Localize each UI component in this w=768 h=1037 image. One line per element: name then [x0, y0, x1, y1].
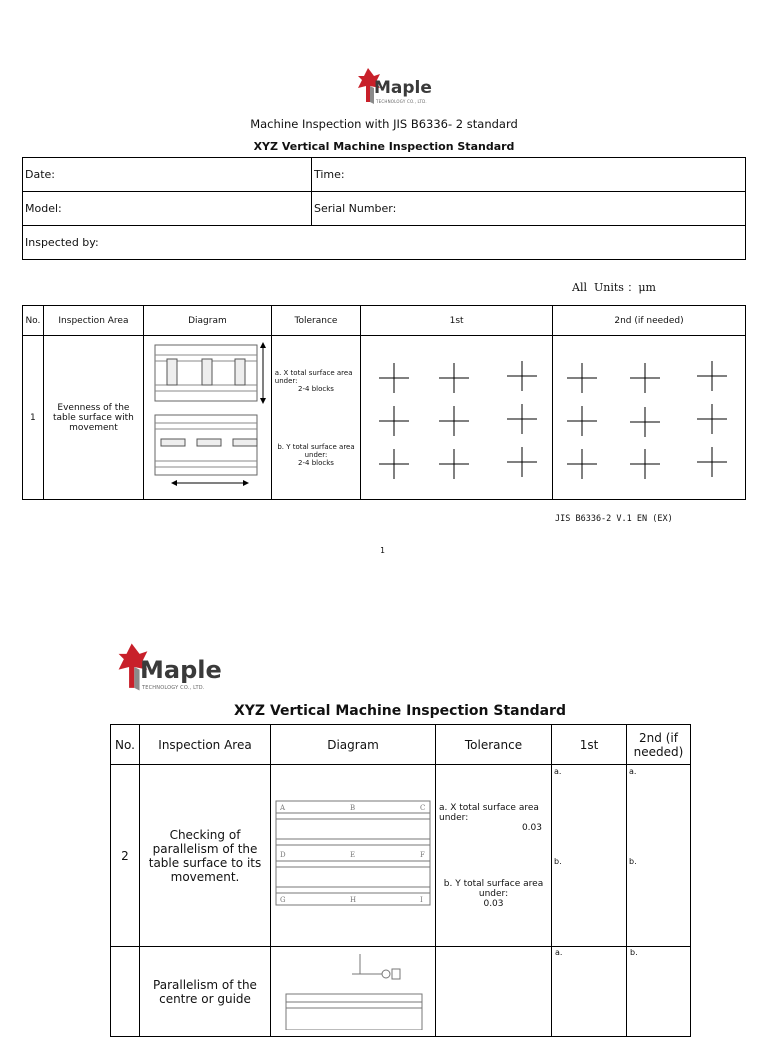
row-no: 1: [23, 336, 44, 500]
first-b-label: b.: [554, 857, 562, 866]
tolerance-b: b. Y total surface area under:: [277, 442, 355, 459]
header-first: 1st: [552, 725, 627, 765]
first-measurement-cell[interactable]: [552, 765, 627, 947]
tolerance-a-value: 2-4 blocks: [298, 384, 334, 393]
second-measurement-cell[interactable]: [553, 336, 746, 500]
header-diagram: Diagram: [271, 725, 436, 765]
header-second: 2nd (if needed): [553, 306, 746, 336]
row-no: [111, 947, 140, 1037]
second-measurement-cell[interactable]: [627, 765, 691, 947]
tolerance-b-value: 2-4 blocks: [298, 458, 334, 467]
tolerance-a: a. X total surface area under:: [439, 802, 539, 823]
info-table: [22, 157, 746, 260]
table-evenness-diagram: [147, 341, 267, 491]
first-measurement-cell[interactable]: [552, 947, 627, 1037]
serial-number-field[interactable]: Serial Number:: [312, 192, 746, 226]
row-area: Parallelism of the centre or guide: [140, 947, 271, 1037]
row-no: 2: [111, 765, 140, 947]
tolerance-cell: [436, 765, 552, 947]
header-tolerance: Tolerance: [436, 725, 552, 765]
second-measurement-cell[interactable]: [627, 947, 691, 1037]
diagram-label-d: D: [280, 851, 286, 859]
diagram-cell: [271, 947, 436, 1037]
diagram-cell: [144, 336, 272, 500]
diagram-label-e: E: [350, 851, 356, 859]
header-no: No.: [111, 725, 140, 765]
diagram-label-b: B: [350, 804, 356, 812]
logo-name: Maple: [374, 78, 432, 98]
diagram-label-a: A: [280, 804, 286, 812]
model-field[interactable]: Model:: [23, 192, 312, 226]
first-cross-grid: [364, 346, 549, 486]
inspection-table-page2: [110, 724, 691, 1037]
first-measurement-cell[interactable]: [361, 336, 553, 500]
diagram-cell: [271, 765, 436, 947]
first-a-label: a.: [554, 767, 562, 776]
header-tolerance: Tolerance: [271, 306, 360, 336]
logo-subtitle: TECHNOLOGY CO., LTD.: [376, 99, 427, 104]
second-cross-grid: [554, 346, 744, 486]
logo-subtitle: TECHNOLOGY CO., LTD.: [142, 685, 205, 691]
page1-subtitle: XYZ Vertical Machine Inspection Standard: [253, 140, 515, 153]
first-a-label: a.: [555, 948, 563, 957]
tolerance-cell: [271, 336, 360, 500]
page2-subtitle: XYZ Vertical Machine Inspection Standard: [234, 703, 566, 719]
page1-title: Machine Inspection with JIS B6336- 2 standard: [250, 117, 518, 131]
centre-guide-diagram: [274, 950, 432, 1030]
page-number: 1: [380, 546, 385, 555]
second-a-label: b.: [630, 948, 638, 957]
tolerance-b-value: 0.03: [483, 898, 504, 909]
tolerance-a: a. X total surface area under:: [274, 368, 353, 385]
header-second: 2nd (if needed): [627, 725, 691, 765]
second-b-label: b.: [629, 857, 637, 866]
header-area: Inspection Area: [140, 725, 271, 765]
document-code: JIS B6336-2 V.1 EN (EX): [555, 514, 673, 524]
row-area: Evenness of the table surface with movement: [43, 336, 143, 500]
diagram-label-c: C: [420, 804, 426, 812]
page2-logo: [116, 640, 226, 696]
diagram-label-h: H: [350, 896, 357, 904]
diagram-label-f: F: [420, 851, 425, 859]
header-diagram: Diagram: [144, 306, 272, 336]
row-area: Checking of parallelism of the table surface to its movement.: [140, 765, 271, 947]
second-a-label: a.: [629, 767, 637, 776]
diagram-label-i: I: [420, 896, 423, 904]
inspected-by-field[interactable]: Inspected by:: [23, 226, 746, 260]
diagram-label-g: G: [280, 896, 286, 904]
time-field[interactable]: Time:: [312, 158, 746, 192]
header-first: 1st: [361, 306, 553, 336]
logo-name: Maple: [140, 656, 222, 684]
header-no: No.: [23, 306, 44, 336]
page1-logo: [356, 66, 436, 108]
units-note: All Units ：μm: [572, 281, 656, 294]
inspection-table-page1: [22, 305, 746, 500]
tolerance-cell: [436, 947, 552, 1037]
parallelism-diagram: [274, 799, 432, 909]
tolerance-a-value: 0.03: [521, 822, 542, 833]
tolerance-b: b. Y total surface area under:: [443, 878, 544, 899]
date-field[interactable]: Date:: [23, 158, 312, 192]
header-area: Inspection Area: [43, 306, 143, 336]
